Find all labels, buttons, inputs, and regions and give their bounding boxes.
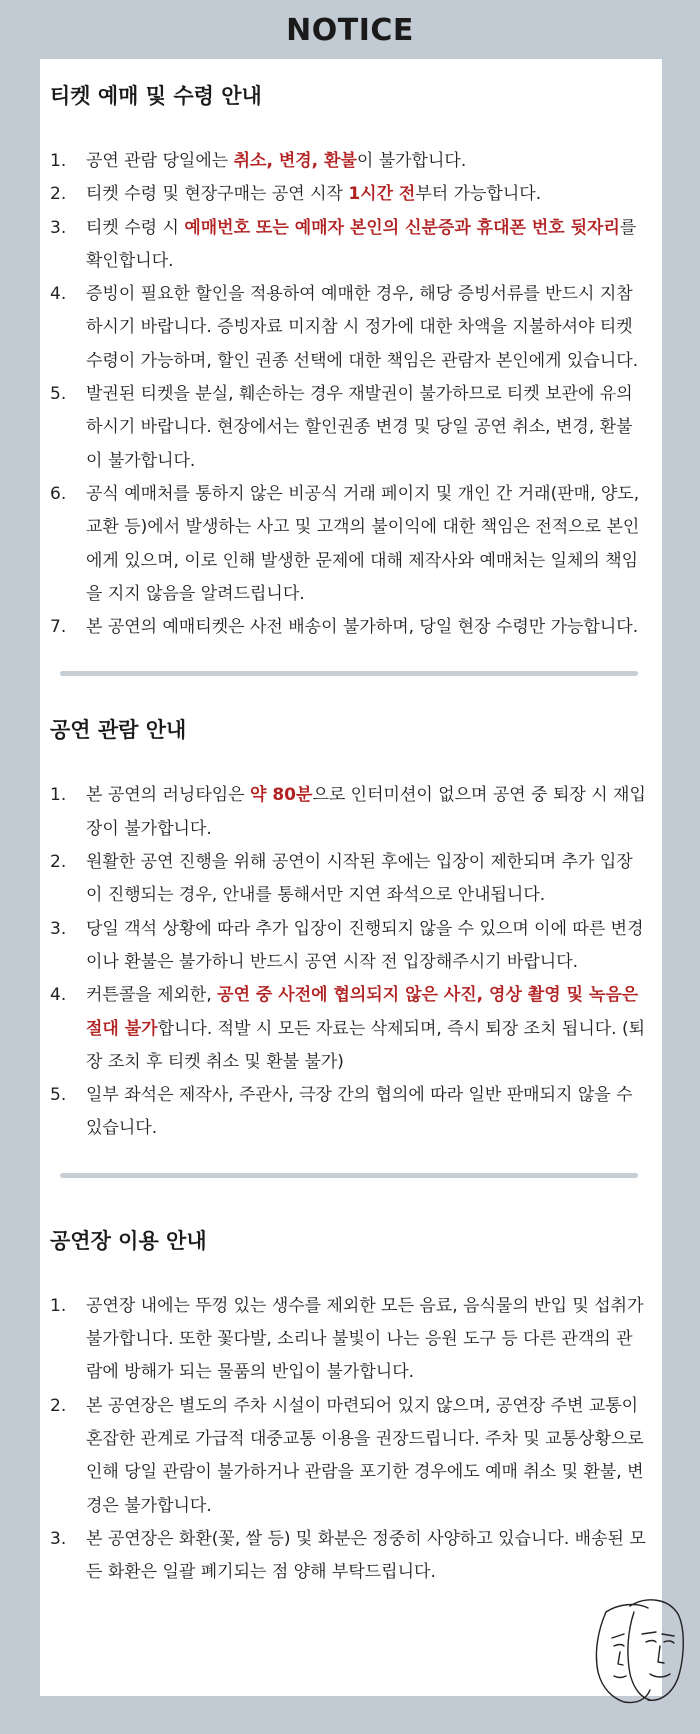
- item-number: 4.: [50, 284, 67, 305]
- item-number: 1.: [50, 151, 67, 171]
- notice-list: [50, 145, 648, 644]
- highlight-text: 예매번호 또는 예매자 본인의 신분증과 휴대폰 번호 뒷자리: [184, 217, 620, 238]
- section-ticket: [50, 69, 648, 644]
- body-text: 원활한 공연 진행을 위해 공연이 시작된 후에는 입장이 제한되며 추가 입장이 진행되는 경우, 안내를 통해서만 지연 좌석으로 안내됩니다.: [86, 852, 633, 906]
- notice-item: [50, 478, 648, 611]
- body-text: 커튼콜을 제외한,: [86, 985, 218, 1006]
- item-text: [86, 1079, 648, 1146]
- body-text: 당일 객석 상황에 따라 추가 입장이 진행되지 않을 수 있으며 이에 따른 변경이나 환불은 불가하니 반드시 공연 시작 전 입장해주시기 바랍니다.: [86, 918, 644, 972]
- body-text: 본 공연장은 화환(꽃, 쌀 등) 및 화분은 정중히 사양하고 있습니다. 배송된 모든 화환은 일괄 폐기되는 점 양해 부탁드립니다.: [86, 1528, 646, 1583]
- item-text: [86, 478, 648, 611]
- notice-card: [40, 59, 662, 1696]
- body-text: 티켓 수령 시: [86, 217, 185, 238]
- item-number: 3.: [50, 1528, 67, 1549]
- item-text: [86, 913, 648, 980]
- section-venue: [50, 1214, 648, 1590]
- body-text: 를 확인합니다.: [86, 217, 637, 271]
- body-text: 합니다. 적발 시 모든 자료는 삭제되며, 즉시 퇴장 조치 됩니다. (퇴장 조치 후 티켓 취소 및 환불 불가): [86, 1018, 646, 1072]
- notice-item: [50, 979, 648, 1079]
- highlight-text: 1시간 전: [348, 184, 416, 205]
- item-text: [86, 846, 648, 913]
- section-heading: 공연 관람 안내: [50, 718, 187, 743]
- face-doodle-illustration: [590, 1590, 686, 1706]
- item-text: [86, 145, 648, 178]
- item-text: [86, 1390, 648, 1523]
- item-number: 2.: [50, 184, 67, 205]
- highlight-text: 공연 중 사전에 협의되지 않은 사진, 영상 촬영 및 녹음은 절대 불가: [86, 985, 639, 1039]
- body-text: 티켓 수령 및 현장구매는 공연 시작: [86, 184, 349, 205]
- item-number: 7.: [50, 617, 67, 638]
- item-number: 2.: [50, 852, 67, 873]
- notice-item: [50, 846, 648, 913]
- item-number: 3.: [50, 918, 67, 939]
- body-text: 공연 관람 당일에는: [86, 151, 234, 171]
- item-text: [86, 212, 648, 279]
- body-text: 본 공연의 러닝타임은: [86, 785, 251, 806]
- body-text: 일부 좌석은 제작사, 주관사, 극장 간의 협의에 따라 일반 판매되지 않을 수 있습니다.: [86, 1085, 633, 1139]
- section-heading: 공연장 이용 안내: [50, 1228, 207, 1253]
- body-text: 공식 예매처를 통하지 않은 비공식 거래 페이지 및 개인 간 거래(판매, 양도, 교환 등)에서 발생하는 사고 및 고객의 불이익에 대한 책임은 전적으로 본인에게 있으며, 이로 인해 발생한 문제에 대해 제작사와 예매처는 일체의 책임을 지지 않음을 알려드립니다.: [86, 483, 640, 604]
- item-text: [86, 178, 648, 211]
- page-title: NOTICE: [286, 12, 414, 48]
- notice-item: [50, 212, 648, 279]
- notice-item: [50, 1390, 648, 1523]
- section-heading: 티켓 예매 및 수령 안내: [50, 84, 262, 108]
- section-divider: [60, 1173, 638, 1178]
- item-number: 2.: [50, 1395, 67, 1416]
- body-text: 발권된 티켓을 분실, 훼손하는 경우 재발권이 불가하므로 티켓 보관에 유의하시기 바랍니다. 현장에서는 할인권종 변경 및 당일 공연 취소, 변경, 환불이 불가합니다.: [86, 384, 633, 471]
- notice-item: [50, 1079, 648, 1146]
- body-text: 증빙이 필요한 할인을 적용하여 예매한 경우, 해당 증빙서류를 반드시 지참하시기 바랍니다. 증빙자료 미지참 시 정가에 대한 차액을 지불하셔야 티켓 수령이 가능하며, 할인 권종 선택에 대한 책임은 관람자 본인에게 있습니다.: [86, 284, 639, 371]
- notice-item: [50, 278, 648, 378]
- item-number: 5.: [50, 1085, 67, 1106]
- highlight-text: 약 80분: [250, 785, 313, 806]
- body-text: 본 공연장은 별도의 주차 시설이 마련되어 있지 않으며, 공연장 주변 교통이 혼잡한 관계로 가급적 대중교통 이용을 권장드립니다. 주차 및 교통상황으로 인해 당일 관람이 불가하거나 관람을 포기한 경우에도 예매 취소 및 환불, 변경은 불가합니다.: [86, 1395, 644, 1516]
- item-number: 1.: [50, 1295, 67, 1316]
- item-number: 3.: [50, 217, 67, 238]
- item-text: [86, 979, 648, 1079]
- page-header: [0, 0, 700, 58]
- item-text: [86, 611, 648, 644]
- highlight-text: 취소, 변경, 환불: [233, 151, 357, 171]
- notice-item: [50, 611, 648, 644]
- notice-item: [50, 779, 648, 846]
- item-number: 6.: [50, 483, 67, 504]
- item-text: [86, 1290, 648, 1390]
- item-number: 1.: [50, 785, 67, 806]
- notice-item: [50, 145, 648, 178]
- notice-item: [50, 378, 648, 478]
- item-text: [86, 779, 648, 846]
- section-viewing: [50, 703, 648, 1145]
- notice-item: [50, 1290, 648, 1390]
- item-text: [86, 278, 648, 378]
- item-number: 5.: [50, 384, 67, 405]
- body-text: 부터 가능합니다.: [415, 184, 542, 205]
- body-text: 본 공연의 예매티켓은 사전 배송이 불가하며, 당일 현장 수령만 가능합니다.: [86, 617, 639, 638]
- body-text: 이 불가합니다.: [356, 151, 467, 171]
- section-divider: [60, 671, 638, 676]
- body-text: 으로 인터미션이 없으며 공연 중 퇴장 시 재입장이 불가합니다.: [86, 785, 646, 839]
- body-text: 공연장 내에는 뚜껑 있는 생수를 제외한 모든 음료, 음식물의 반입 및 섭취가 불가합니다. 또한 꽃다발, 소리나 불빛이 나는 응원 도구 등 다른 관객의 관람에 방해가 되는 물품의 반입이 불가합니다.: [86, 1295, 644, 1383]
- notice-item: [50, 1523, 648, 1590]
- notice-item: [50, 178, 648, 211]
- notice-item: [50, 913, 648, 980]
- item-text: [86, 378, 648, 478]
- notice-list: [50, 1290, 648, 1590]
- item-text: [86, 1523, 648, 1590]
- item-number: 4.: [50, 985, 67, 1006]
- notice-list: [50, 779, 648, 1145]
